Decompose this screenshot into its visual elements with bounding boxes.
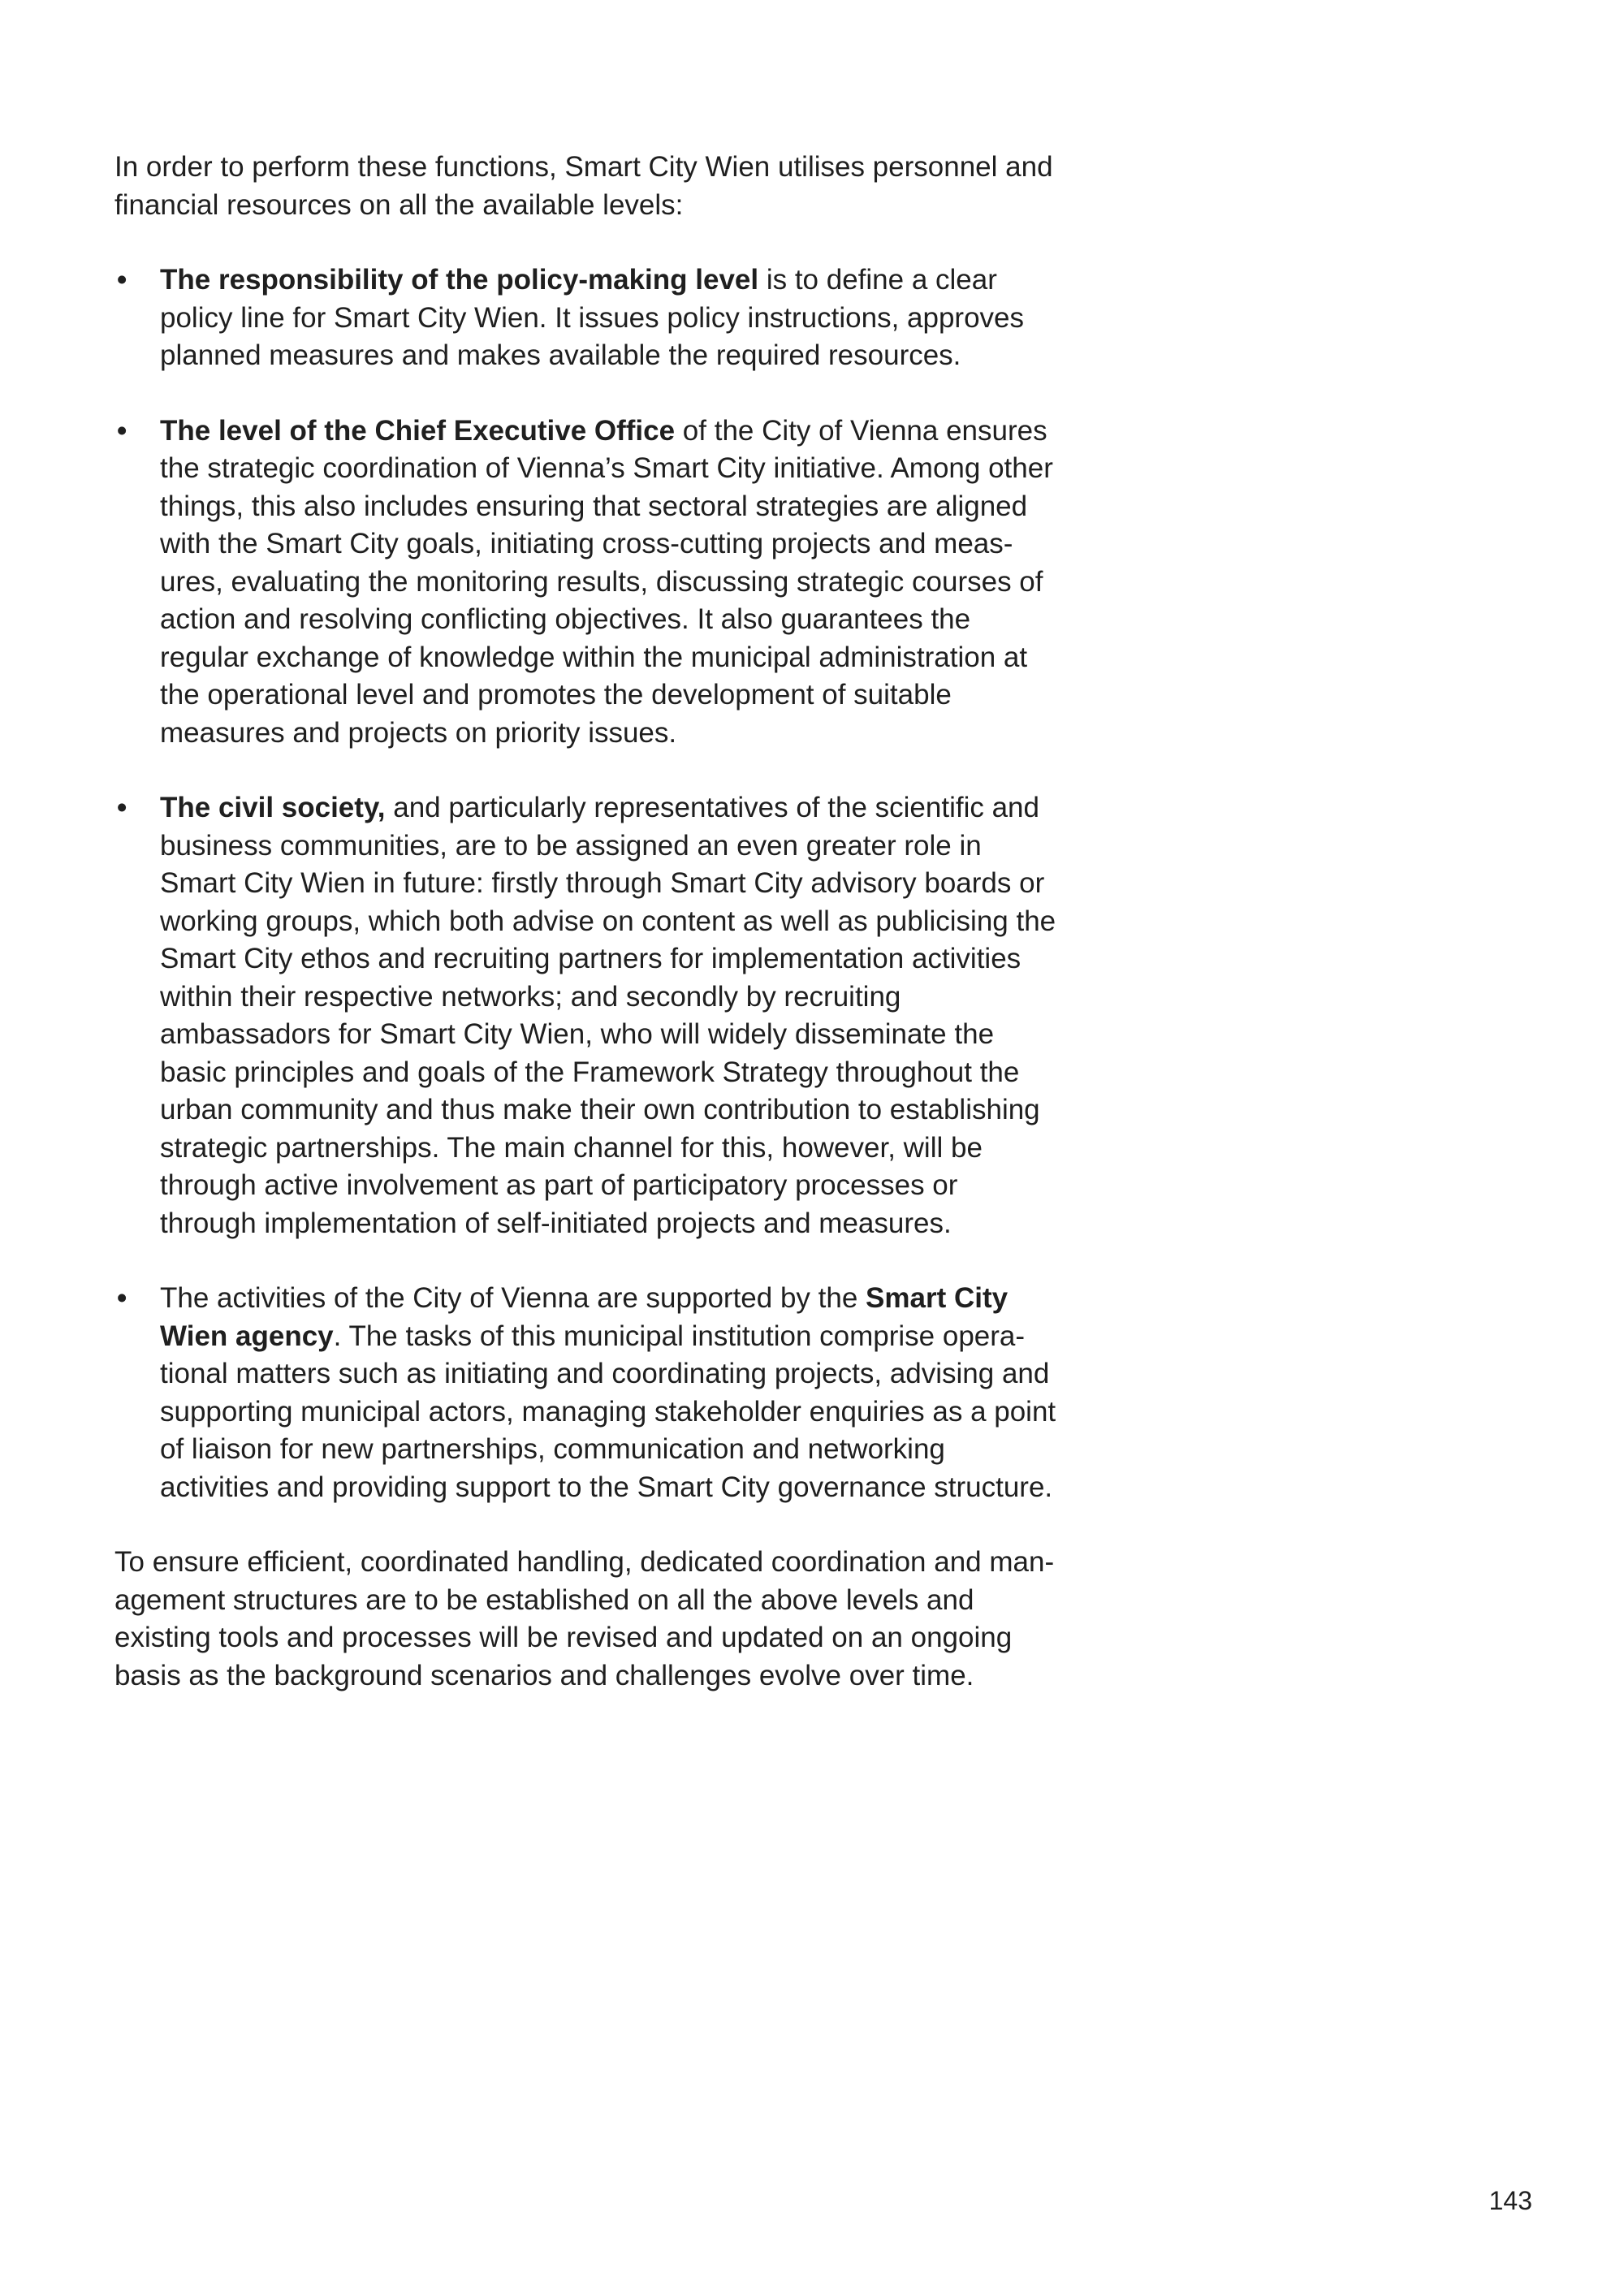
list-item-text: is to define a clear policy line for Smart City Wien. It issues policy instructions, approves planned measures and makes available the required resources.	[160, 264, 1024, 371]
list-item-lead: The activities of the City of Vienna are supported by the	[160, 1282, 866, 1314]
list-item-heading: The level of the Chief Executive Office	[160, 414, 676, 447]
bullet-icon: •	[117, 264, 127, 296]
bullet-icon: •	[117, 792, 127, 823]
intro-paragraph: In order to perform these functions, Smart City Wien utilises personnel and financial resources on all the available levels:	[114, 151, 1053, 221]
list-item-text: and particularly representatives of the scientific and business communities, are to be assigned an even greater role in Smart City Wien in future: firstly through Smart City advisory boards or working groups, which both advise on content as well as publicising the Smart City ethos and recruiting partners for implementation activities within their respective networks; and secondly by recruiting ambassadors for Smart City Wien, who will widely disseminate the basic principles and goals of the Framework Strategy throughout the urban community and thus make their own contribution to establishing strategic partnerships. The main channel for this, however, will be through active involvement as part of participatory processes or through implementation of self-initiated projects and measures.	[160, 792, 1056, 1239]
levels-list	[114, 261, 1056, 1506]
list-item-civil-society	[114, 789, 1056, 1242]
list-item-heading: The responsibility of the policy-making level	[160, 264, 759, 296]
bullet-icon: •	[117, 414, 127, 447]
list-item-chief-executive-office	[114, 413, 1056, 753]
list-item-heading: The civil society,	[160, 792, 386, 823]
list-item-text: . The tasks of this municipal institution comprise operational matters such as initiating and coordinating projects, advising and supporting municipal actors, managing stakeholder enquiries as a point of liaison for new partnerships, communication and networking activities and providing support to the Smart City governance structure.	[160, 1320, 1056, 1503]
list-item-agency	[114, 1280, 1056, 1506]
bullet-icon: •	[117, 1282, 127, 1314]
page-number: 143	[1488, 2186, 1532, 2215]
closing-paragraph: To ensure efficient, coordinated handling, dedicated coordination and management structures are to be established on all the above levels and existing tools and processes will be revised and updated on an ongoing basis as the background scenarios and challenges evolve over time.	[114, 1546, 1055, 1691]
page-body	[114, 149, 1056, 1695]
list-item-text: of the City of Vienna ensures the strategic coordination of Vienna’s Smart City initiative. Among other things, this also includes ensuring that sectoral strategies are aligned with the Smart City goals, initiating cross-cutting projects and measures, evaluating the monitoring results, discussing strategic courses of action and resolving conflicting objectives. It also guarantees the regular exchange of knowledge within the municipal administration at the operational level and promotes the development of suitable measures and projects on priority issues.	[160, 414, 1053, 749]
list-item-policy-level	[114, 261, 1056, 375]
list-item-heading: Smart City Wien agency	[160, 1282, 1009, 1352]
